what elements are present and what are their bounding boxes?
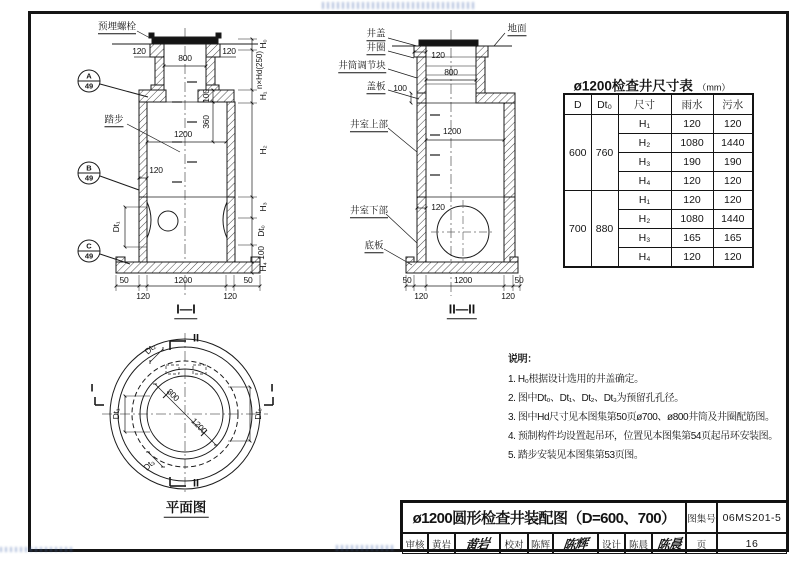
role-signature-designer: 陈晨 [652, 533, 686, 554]
table-row: H₃ 190 190 [564, 153, 753, 172]
cell-dt0-880: 880 [591, 191, 618, 268]
callout-c-letter: C [86, 241, 92, 251]
dim-bot-50l: 50 [402, 274, 412, 285]
note-item-5: 5. 踏步安装见本图集第53页图。 [508, 450, 644, 461]
dim-neck-inner: 800 [178, 52, 192, 63]
dim-bot-50l: 50 [119, 274, 129, 285]
base-slab [406, 262, 518, 273]
role-name-checker: 陈辉 [528, 533, 553, 554]
label-embedded-bolt: 预埋螺栓 [97, 21, 137, 33]
note-item-1: 1. H₀根据设计选用的井盖确定。 [508, 374, 644, 385]
pipe-hole [158, 211, 178, 231]
chain-dt0: Dt₀ [255, 225, 266, 237]
callout-b-letter: B [86, 163, 92, 173]
col-header-sewage: 污水 [713, 94, 753, 115]
role-label-checker: 校对 [500, 533, 528, 554]
col-header-dt0: Dt₀ [591, 94, 618, 115]
table-row: H₂ 1080 1440 [564, 134, 753, 153]
size-table-title-text: ø1200检查井尺寸表 [573, 78, 693, 94]
dim-plan-dt1: Dt₁ [110, 408, 121, 420]
label-ground: 地面 [507, 23, 527, 35]
dim-slab-100: 100 [393, 82, 407, 93]
table-row: H₄ 120 120 [564, 172, 753, 191]
table-row: 600 760 H₁ 120 120 [564, 115, 753, 134]
atlas-number-value: 06MS201-5 [717, 502, 787, 533]
dim-bot-120r: 120 [501, 290, 515, 301]
cell-dt0-760: 760 [591, 115, 618, 191]
embedded-bolt [216, 33, 221, 38]
label-upper-chamber: 井室上部 [349, 119, 389, 131]
plan-drawing [95, 333, 273, 494]
chain-h2: H₂ [257, 145, 268, 155]
dim-plan-1200: 1200 [189, 415, 210, 436]
label-adjuster: 井筒调节块 [338, 60, 386, 72]
notes-heading: 说明： [508, 354, 537, 365]
title-block [400, 500, 789, 555]
table-row: H₄ 120 120 [564, 248, 753, 268]
col-header-size: 尺寸 [618, 94, 671, 115]
role-name-designer: 陈晨 [625, 533, 652, 554]
chain-h0: H₀ [257, 39, 268, 49]
role-signature-checker: 陈辉 [553, 533, 598, 554]
callout-a-number: 49 [84, 81, 94, 91]
note-item-4: 4. 预制构件均设置起吊环，位置见本图集第54页起吊环安装图。 [508, 431, 778, 442]
base-slab [116, 262, 260, 273]
cut-mark-top: II [192, 332, 200, 345]
manhole-cover [152, 37, 218, 44]
note-item-2: 2. 图中Dt₀、Dt₁、Dt₂、Dt₃为预留孔孔径。 [508, 393, 684, 404]
callout-c-number: 49 [84, 251, 94, 261]
page-number: 16 [717, 533, 787, 554]
label-lower-chamber: 井室下部 [349, 205, 389, 217]
dim-wall-120: 120 [431, 201, 445, 212]
callout-b-number: 49 [84, 173, 94, 183]
table-row: 700 880 H₁ 120 120 [564, 191, 753, 210]
section-i-title: I—I [174, 303, 197, 319]
chain-h4: H₄ [257, 262, 268, 272]
cut-mark-right: I [270, 382, 274, 395]
col-header-d: D [564, 94, 591, 115]
dim-bot-50r: 50 [243, 274, 253, 285]
section-cut-marks [95, 341, 273, 486]
atlas-number-label: 图集号 [686, 502, 717, 533]
dim-chamber-1200: 1200 [173, 128, 193, 139]
dim-chamber-1200: 1200 [442, 125, 462, 136]
label-base-slab: 底板 [364, 240, 384, 252]
dim-plan-dt0: Dt₀ [252, 408, 263, 420]
dim-bot-120r: 120 [223, 290, 237, 301]
dim-bot-120l: 120 [414, 290, 428, 301]
dim-slab-100: 100 [200, 89, 211, 103]
role-label-reviewer: 审核 [402, 533, 428, 554]
label-ring: 井圈 [366, 42, 386, 54]
callout-a-letter: A [86, 71, 92, 81]
embedded-bolt [149, 33, 154, 38]
dim-neck-120: 120 [431, 49, 445, 60]
dim-drop-360: 360 [200, 115, 211, 129]
role-signature-reviewer: 黄岩 [455, 533, 500, 554]
label-cover: 井盖 [366, 28, 386, 40]
dim-bot-1200: 1200 [173, 274, 193, 285]
chain-nhd: n×Hd(250) [255, 50, 264, 90]
size-table [563, 93, 754, 268]
chain-100: 100 [255, 246, 266, 260]
role-name-reviewer: 黄岩 [428, 533, 455, 554]
dim-plan-dt2: Dt₂ [142, 341, 158, 357]
dim-bot-50r: 50 [514, 274, 524, 285]
cut-mark-bottom: II [192, 477, 200, 490]
chain-h1: H₁ [257, 91, 268, 101]
section-i-drawing [78, 28, 260, 296]
cell-d-600: 600 [564, 115, 591, 191]
cell-d-700: 700 [564, 191, 591, 268]
section-ii-title: II—II [447, 303, 477, 319]
dim-wall-120: 120 [149, 164, 163, 175]
manhole-cover [419, 40, 478, 46]
dim-neck-inner: 800 [444, 66, 458, 77]
dim-bot-120l: 120 [136, 290, 150, 301]
size-table-unit: （mm） [697, 82, 731, 93]
drawing-title: ø1200圆形检查井装配图（D=600、700） [402, 502, 686, 533]
page-label: 页 [686, 533, 717, 554]
dim-bot-1200: 1200 [453, 274, 473, 285]
label-slab: 盖板 [366, 81, 386, 93]
dim-plan-dt3: Dt₃ [141, 457, 157, 473]
col-header-rain: 雨水 [671, 94, 713, 115]
cut-mark-left: I [90, 382, 94, 395]
chain-h3: H₃ [257, 202, 268, 212]
plan-title: 平面图 [164, 501, 209, 518]
dim-plan-800: 800 [164, 386, 182, 404]
table-row: H₃ 165 165 [564, 229, 753, 248]
label-step: 踏步 [104, 114, 124, 126]
role-label-designer: 设计 [598, 533, 625, 554]
dim-dt1: Dt₁ [110, 221, 121, 233]
note-item-3: 3. 图中Hd尺寸见本图集第50页ø700、ø800井筒及井圈配筋图。 [508, 412, 775, 423]
table-row: H₂ 1080 1440 [564, 210, 753, 229]
dim-ring-right: 120 [222, 45, 236, 56]
dim-ring-left: 120 [132, 45, 146, 56]
